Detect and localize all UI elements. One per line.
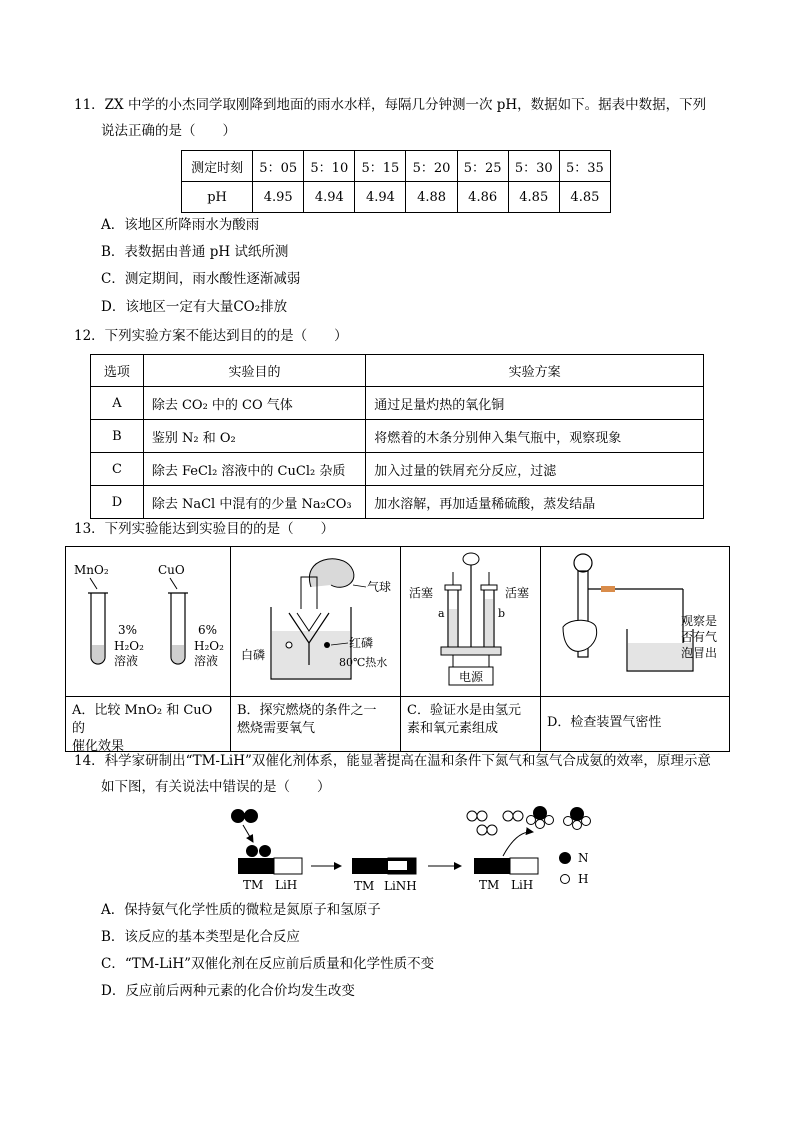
q13-figure-a bbox=[66, 547, 230, 696]
q11-option-d[interactable]: D．该地区一定有大量CO₂排放 bbox=[101, 299, 288, 315]
valve-right-label: 活塞 bbox=[505, 586, 530, 600]
q11-ph-cell: 4.86 bbox=[457, 182, 508, 213]
q11-time-cell: 5：30 bbox=[508, 151, 559, 182]
white-p-label: 白磷 bbox=[241, 648, 266, 662]
red-phosphorus bbox=[324, 642, 330, 648]
q11-ph-cell: 4.88 bbox=[406, 182, 457, 213]
q14-option-a[interactable]: A．保持氨气化学性质的微粒是氮原子和氢原子 bbox=[101, 902, 381, 918]
valve-left-label: 活塞 bbox=[409, 586, 434, 600]
caption-c-line2: 素和氧元素组成 bbox=[407, 721, 499, 736]
q14-stem-line2: 如下图，有关说法中错误的是（ ） bbox=[101, 779, 331, 795]
q11-time-cell: 5：15 bbox=[355, 151, 406, 182]
note-line2: 否有气 bbox=[681, 630, 718, 644]
q11-stem-line2: 说法正确的是（ ） bbox=[101, 123, 236, 139]
q11-time-cell: 5：25 bbox=[457, 151, 508, 182]
q14-mechanism-diagram bbox=[225, 800, 605, 896]
caption-b-line2: 燃烧需要氧气 bbox=[237, 721, 316, 736]
lih-block-3 bbox=[510, 858, 538, 874]
q12-row-plan: 将燃着的木条分别伸入集气瓶中，观察现象 bbox=[366, 420, 704, 453]
q13-figure-d bbox=[541, 547, 728, 696]
tm-block-1 bbox=[238, 858, 274, 874]
release-arrow bbox=[503, 832, 533, 856]
q12-row-plan: 加水溶解，再加适量稀硫酸，蒸发结晶 bbox=[366, 486, 704, 519]
tm-block-3 bbox=[474, 858, 510, 874]
rubber-tube bbox=[601, 586, 615, 592]
q12-row-option: C bbox=[91, 453, 144, 486]
q14-option-c[interactable]: C．“TM-LiH”双催化剂在反应前后质量和化学性质不变 bbox=[101, 956, 435, 972]
q12-header-plan: 实验方案 bbox=[366, 355, 704, 387]
hot-water bbox=[272, 631, 350, 678]
q12-row-goal: 鉴别 N₂ 和 O₂ bbox=[143, 420, 365, 453]
conc-left: 3% bbox=[118, 623, 138, 637]
q11-option-a[interactable]: A．该地区所降雨水为酸雨 bbox=[101, 217, 260, 233]
cuo-label: CuO bbox=[158, 563, 185, 577]
q14-option-d[interactable]: D．反应前后两种元素的化合价均发生改变 bbox=[101, 983, 355, 999]
solute-left: H₂O₂ bbox=[114, 639, 144, 653]
tm-label-2: TM bbox=[354, 879, 375, 893]
q11-option-b[interactable]: B．表数据由普通 pH 试纸所测 bbox=[101, 244, 289, 260]
balloon-label: 气球 bbox=[367, 580, 392, 594]
q12-row-goal: 除去 NaCl 中混有的少量 Na₂CO₃ bbox=[143, 486, 365, 519]
solution-left: 溶液 bbox=[114, 654, 139, 668]
q13-stem: 13．下列实验能达到实验目的的是（ ） bbox=[74, 521, 335, 537]
legend-h-label: H bbox=[578, 872, 589, 886]
q12-row-plan: 通过足量灼热的氧化铜 bbox=[366, 387, 704, 420]
lih-block-1 bbox=[274, 858, 302, 874]
q13-figure-b bbox=[231, 547, 400, 696]
cuo-arrow bbox=[170, 578, 177, 589]
tube-b-label: b bbox=[498, 607, 506, 620]
solute-right: H₂O₂ bbox=[194, 639, 224, 653]
q11-time-cell: 5：05 bbox=[253, 151, 304, 182]
legend-n-icon bbox=[559, 852, 571, 864]
mno2-arrow bbox=[90, 578, 97, 589]
test-tube-left bbox=[88, 593, 108, 664]
valve-left bbox=[445, 585, 461, 590]
test-tube-right bbox=[168, 593, 188, 664]
tm-label-1: TM bbox=[243, 878, 264, 892]
q11-time-cell: 5：20 bbox=[406, 151, 457, 182]
q12-row-option: A bbox=[91, 387, 144, 420]
caption-b-line1: B．探究燃烧的条件之一 bbox=[237, 703, 377, 718]
q11-time-cell: 5：35 bbox=[559, 151, 610, 182]
q12-row-option: D bbox=[91, 486, 144, 519]
q11-time-header: 测定时刻 bbox=[182, 151, 253, 182]
q12-table bbox=[90, 354, 704, 519]
note-line3: 泡冒出 bbox=[681, 646, 718, 660]
q11-ph-cell: 4.85 bbox=[559, 182, 610, 213]
caption-a bbox=[66, 700, 230, 758]
white-phosphorus bbox=[286, 642, 292, 648]
h2-molecule bbox=[467, 811, 477, 821]
caption-a-line2: 催化效果 bbox=[72, 739, 125, 754]
q11-ph-cell: 4.94 bbox=[355, 182, 406, 213]
flask-bulb bbox=[574, 554, 592, 572]
conc-right: 6% bbox=[198, 623, 218, 637]
q12-row-goal: 除去 CO₂ 中的 CO 气体 bbox=[143, 387, 365, 420]
caption-d bbox=[541, 712, 728, 734]
caption-d-line1: D．检查装置气密性 bbox=[547, 715, 662, 730]
balloon-shape bbox=[309, 559, 354, 587]
tube-a-label: a bbox=[438, 607, 445, 620]
legend-n-label: N bbox=[578, 851, 589, 865]
q11-ph-header: pH bbox=[182, 182, 253, 213]
q14-stem-line1: 14．科学家研制出“TM-LiH”双催化剂体系，能显著提高在温和条件下氮气和氢气合成氨的效率，原理示意 bbox=[74, 753, 711, 769]
q13-figure-c bbox=[401, 547, 540, 696]
mno2-label: MnO₂ bbox=[74, 563, 109, 577]
q11-ph-cell: 4.85 bbox=[508, 182, 559, 213]
base-tube bbox=[441, 647, 501, 655]
hand-icon bbox=[563, 620, 597, 651]
q13-divider bbox=[65, 696, 729, 697]
adsorb-arrow bbox=[243, 825, 253, 842]
funnel-top bbox=[463, 553, 479, 565]
solution-right: 溶液 bbox=[194, 654, 219, 668]
q12-row-plan: 加入过量的铁屑充分反应，过滤 bbox=[366, 453, 704, 486]
water-label: 80℃热水 bbox=[339, 656, 388, 669]
n2-molecule bbox=[231, 809, 245, 823]
q11-ph-cell: 4.94 bbox=[304, 182, 355, 213]
tm-block-2 bbox=[352, 858, 388, 874]
caption-c bbox=[401, 700, 540, 740]
valve-right bbox=[481, 585, 497, 590]
caption-b bbox=[231, 700, 400, 740]
q12-row-option: B bbox=[91, 420, 144, 453]
q11-ph-cell: 4.95 bbox=[253, 182, 304, 213]
q11-ph-table bbox=[181, 150, 611, 213]
lih-label-1: LiH bbox=[275, 878, 298, 892]
note-line1: 观察是 bbox=[681, 614, 718, 628]
linh-label: LiNH bbox=[384, 879, 417, 893]
caption-c-line1: C．验证水是由氢元 bbox=[407, 703, 521, 718]
q11-option-c[interactable]: C．测定期间，雨水酸性逐渐减弱 bbox=[101, 271, 301, 287]
q12-header-option: 选项 bbox=[91, 355, 144, 387]
tm-label-3: TM bbox=[479, 878, 500, 892]
red-p-label: 红磷 bbox=[349, 636, 374, 650]
power-label: 电源 bbox=[459, 670, 484, 684]
caption-a-line1: A．比较 MnO₂ 和 CuO 的 bbox=[72, 703, 213, 736]
q11-stem-line1: 11．ZX 中学的小杰同学取刚降到地面的雨水水样，每隔几分钟测一次 pH，数据如下。据表中数据，下列 bbox=[74, 97, 707, 113]
q12-stem: 12．下列实验方案不能达到目的的是（ ） bbox=[74, 328, 348, 344]
legend-h-icon bbox=[561, 875, 570, 884]
lih-label-3: LiH bbox=[511, 878, 534, 892]
q12-row-goal: 除去 FeCl₂ 溶液中的 CuCl₂ 杂质 bbox=[143, 453, 365, 486]
q11-time-cell: 5：10 bbox=[304, 151, 355, 182]
q12-header-goal: 实验目的 bbox=[143, 355, 365, 387]
q14-option-b[interactable]: B．该反应的基本类型是化合反应 bbox=[101, 929, 300, 945]
